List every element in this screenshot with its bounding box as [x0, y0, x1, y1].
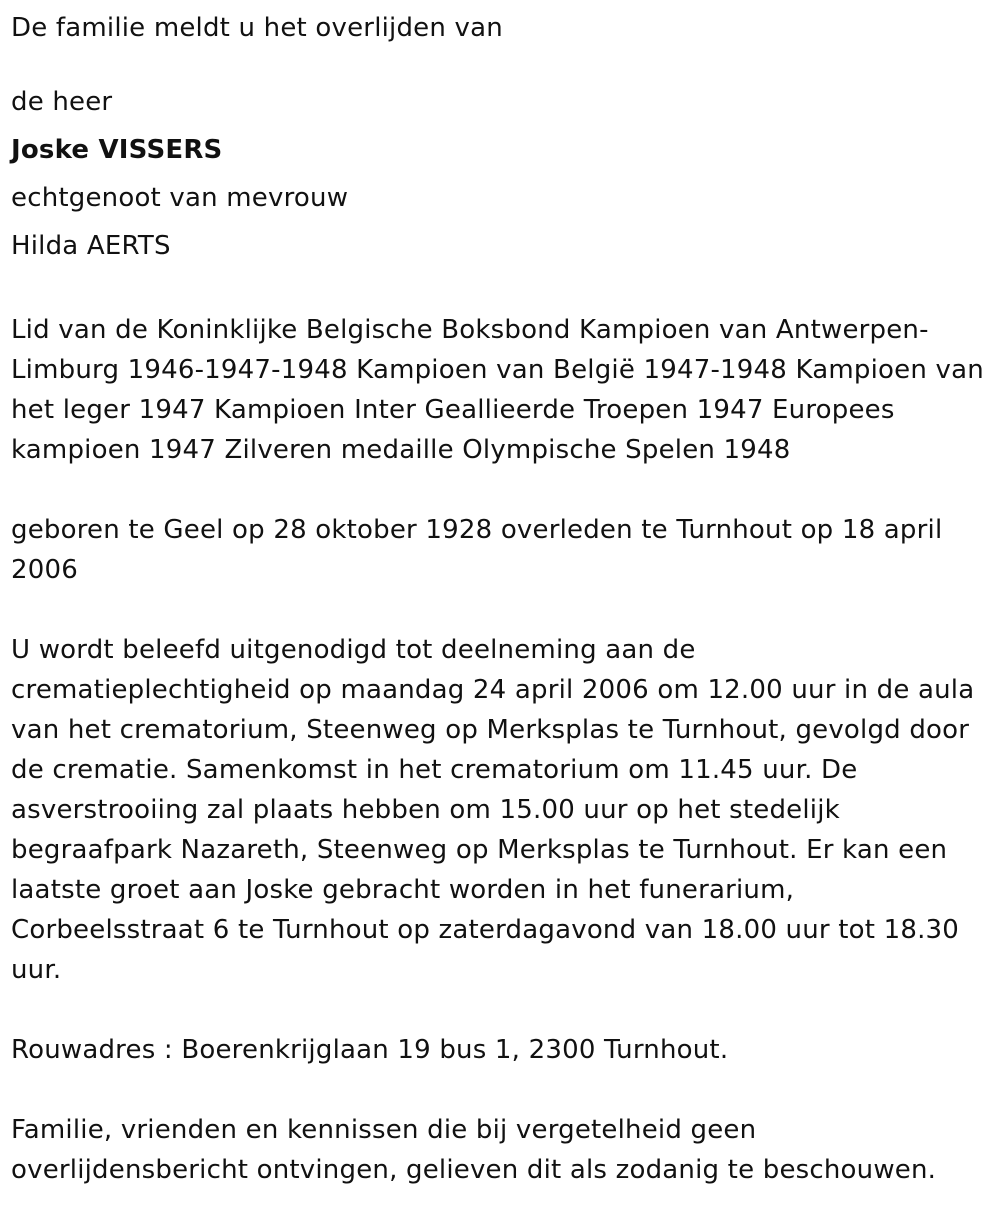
closing-paragraph — [11, 1110, 1000, 1190]
ceremony-line: crematieplechtigheid op maandag 24 april 2006 om 12.00 uur in de aula — [11, 675, 975, 705]
achievements-line: kampioen 1947 Zilveren medaille Olympische Spelen 1948 — [11, 435, 791, 465]
achievements-paragraph — [11, 310, 1000, 470]
deceased-name: Joske VISSERS — [11, 135, 223, 165]
closing-line: overlijdensbericht ontvingen, gelieven dit als zodanig te beschouwen. — [11, 1155, 937, 1185]
spouse-label: echtgenoot van mevrouw — [11, 183, 349, 213]
salutation: de heer — [11, 87, 113, 117]
ceremony-line: begraafpark Nazareth, Steenweg op Merksplas te Turnhout. Er kan een — [11, 835, 948, 865]
ceremony-paragraph — [11, 630, 1000, 990]
closing-line: Familie, vrienden en kennissen die bij vergetelheid geen — [11, 1115, 757, 1145]
ceremony-line: van het crematorium, Steenweg op Merksplas te Turnhout, gevolgd door — [11, 715, 970, 745]
spacer — [11, 590, 1000, 630]
achievements-line: Limburg 1946-1947-1948 Kampioen van België 1947-1948 Kampioen van — [11, 355, 984, 385]
spacer — [11, 48, 1000, 78]
ceremony-line: laatste groet aan Joske gebracht worden in het funerarium, — [11, 875, 795, 905]
ceremony-line: Corbeelsstraat 6 te Turnhout op zaterdagavond van 18.00 uur tot 18.30 — [11, 915, 960, 945]
spacer — [11, 470, 1000, 510]
ceremony-line: uur. — [11, 955, 62, 985]
spouse-name: Hilda AERTS — [11, 231, 171, 261]
birth-death-line: 2006 — [11, 555, 78, 585]
spacer — [11, 990, 1000, 1030]
birth-death-line: geboren te Geel op 28 oktober 1928 overleden te Turnhout op 18 april — [11, 515, 943, 545]
spacer — [11, 270, 1000, 310]
ceremony-line: de crematie. Samenkomst in het crematorium om 11.45 uur. De — [11, 755, 858, 785]
intro-text: De familie meldt u het overlijden van — [11, 13, 503, 43]
ceremony-line: U wordt beleefd uitgenodigd tot deelneming aan de — [11, 635, 696, 665]
mourning-address: Rouwadres : Boerenkrijglaan 19 bus 1, 2300 Turnhout. — [11, 1035, 729, 1065]
spacer — [11, 1070, 1000, 1110]
birth-death-paragraph — [11, 510, 1000, 590]
ceremony-line: asverstrooiing zal plaats hebben om 15.00 uur op het stedelijk — [11, 795, 840, 825]
achievements-line: het leger 1947 Kampioen Inter Geallieerde Troepen 1947 Europees — [11, 395, 895, 425]
achievements-line: Lid van de Koninklijke Belgische Boksbond Kampioen van Antwerpen- — [11, 315, 929, 345]
